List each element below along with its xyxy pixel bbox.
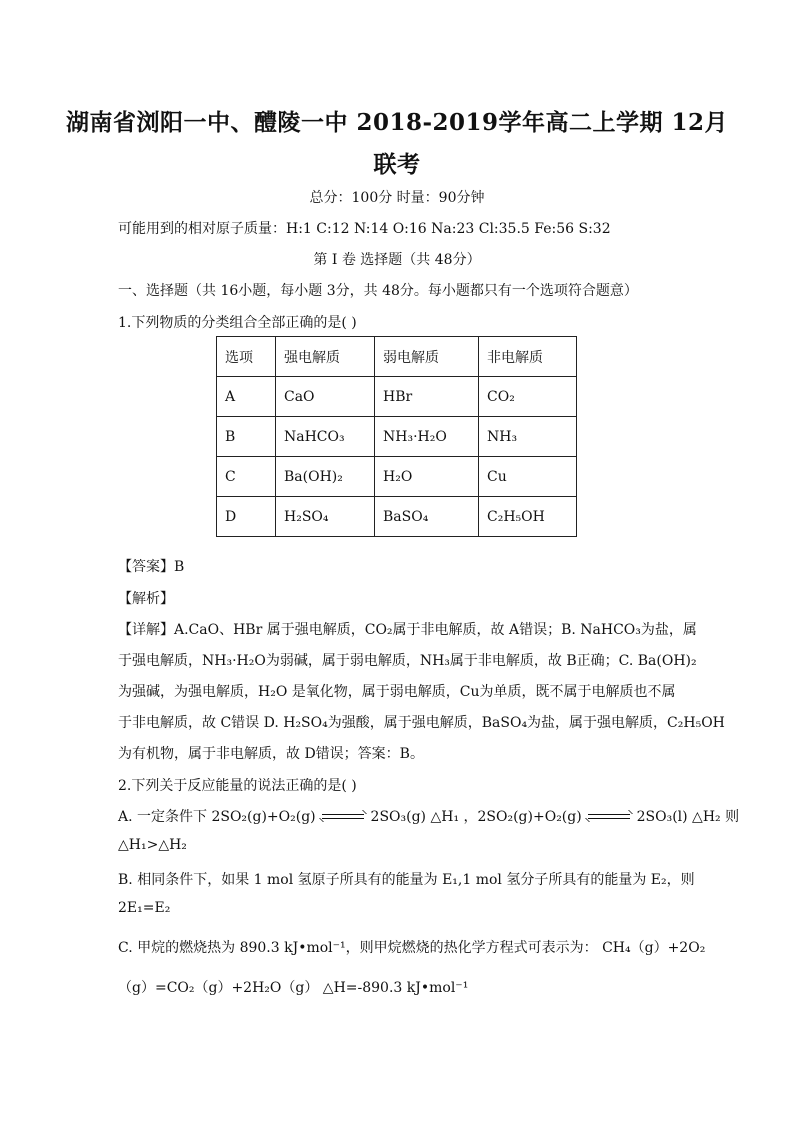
- table-cell: Ba(OH)₂: [276, 457, 375, 497]
- table-cell: C₂H₅OH: [479, 497, 577, 537]
- table-cell: H₂O: [375, 457, 479, 497]
- table-header-cell: 弱电解质: [375, 337, 479, 377]
- table-cell: CO₂: [479, 377, 577, 417]
- option-a-line2: △H₁>△H₂: [118, 837, 187, 853]
- detail-line: 为强碱，为强电解质，H₂O 是氧化物，属于弱电解质，Cu为单质，既不属于电解质也不属: [118, 684, 676, 700]
- table-cell: NH₃·H₂O: [375, 417, 479, 457]
- option-a-mid: 2SO₃(g) △H₁ ，2SO₂(g)+O₂(g): [370, 809, 582, 825]
- equilibrium-arrow-icon: [320, 812, 366, 822]
- detail-line: 【详解】A.CaO、HBr 属于强电解质，CO₂属于非电解质，故 A错误；B. NaHCO₃为盐，属: [118, 622, 697, 638]
- table-cell: CaO: [276, 377, 375, 417]
- analysis-label: 【解析】: [118, 591, 174, 607]
- table-header-cell: 选项: [217, 337, 276, 377]
- table-cell: NaHCO₃: [276, 417, 375, 457]
- detail-line: 于强电解质，NH₃·H₂O为弱碱，属于弱电解质，NH₃属于非电解质，故 B正确；C. Ba(OH)₂: [118, 653, 697, 669]
- classification-table: [216, 336, 577, 537]
- option-b: B. 相同条件下，如果 1 mol 氢原子所具有的能量为 E₁,1 mol 氢分子所具有的能量为 E₂，则: [118, 872, 695, 888]
- table-row: [217, 457, 577, 497]
- table-cell: B: [217, 417, 276, 457]
- table-cell: C: [217, 457, 276, 497]
- option-a: [118, 806, 739, 826]
- table-cell: Cu: [479, 457, 577, 497]
- question-2-stem: 2.下列关于反应能量的说法正确的是( ): [118, 778, 357, 794]
- option-b-line2: 2E₁=E₂: [118, 900, 171, 916]
- table-cell: BaSO₄: [375, 497, 479, 537]
- part-title: 第 I 卷 选择题（共 48分）: [313, 252, 481, 268]
- option-c-line2: （g）=CO₂（g）+2H₂O（g） △H=-890.3 kJ•mol⁻¹: [118, 980, 469, 996]
- equilibrium-arrow-icon: [586, 812, 632, 822]
- table-header-row: [217, 337, 577, 377]
- answer-line: 【答案】B: [118, 559, 185, 575]
- detail-line: 于非电解质，故 C错误 D. H₂SO₄为强酸，属于强电解质，BaSO₄为盐，属于强电解质，C₂H₅OH: [118, 715, 725, 731]
- exam-title-line2: 联考: [373, 151, 421, 178]
- table-row: [217, 377, 577, 417]
- option-c: C. 甲烷的燃烧热为 890.3 kJ•mol⁻¹，则甲烷燃烧的热化学方程式可表示为： CH₄（g）+2O₂: [118, 940, 706, 956]
- option-a-end: 2SO₃(l) △H₂ 则: [636, 809, 740, 825]
- table-row: [217, 417, 577, 457]
- table-cell: A: [217, 377, 276, 417]
- exam-title: 湖南省浏阳一中、醴陵一中 2018-2019学年高二上学期 12月: [65, 109, 729, 136]
- question-1-stem: 1.下列物质的分类组合全部正确的是( ): [118, 315, 357, 331]
- option-a-prefix: A. 一定条件下 2SO₂(g)+O₂(g): [118, 809, 316, 825]
- table-row: [217, 497, 577, 537]
- table-cell: D: [217, 497, 276, 537]
- score-time: 总分：100分 时量：90分钟: [309, 190, 485, 206]
- table-cell: H₂SO₄: [276, 497, 375, 537]
- table-cell: HBr: [375, 377, 479, 417]
- detail-line: 为有机物，属于非电解质，故 D错误；答案：B。: [118, 746, 424, 762]
- table-header-cell: 强电解质: [276, 337, 375, 377]
- section-intro: 一、选择题（共 16小题，每小题 3分，共 48分。每小题都只有一个选项符合题意）: [118, 283, 638, 299]
- table-header-cell: 非电解质: [479, 337, 577, 377]
- atomic-masses: 可能用到的相对原子质量：H:1 C:12 N:14 O:16 Na:23 Cl:35.5 Fe:56 S:32: [118, 221, 611, 237]
- table-cell: NH₃: [479, 417, 577, 457]
